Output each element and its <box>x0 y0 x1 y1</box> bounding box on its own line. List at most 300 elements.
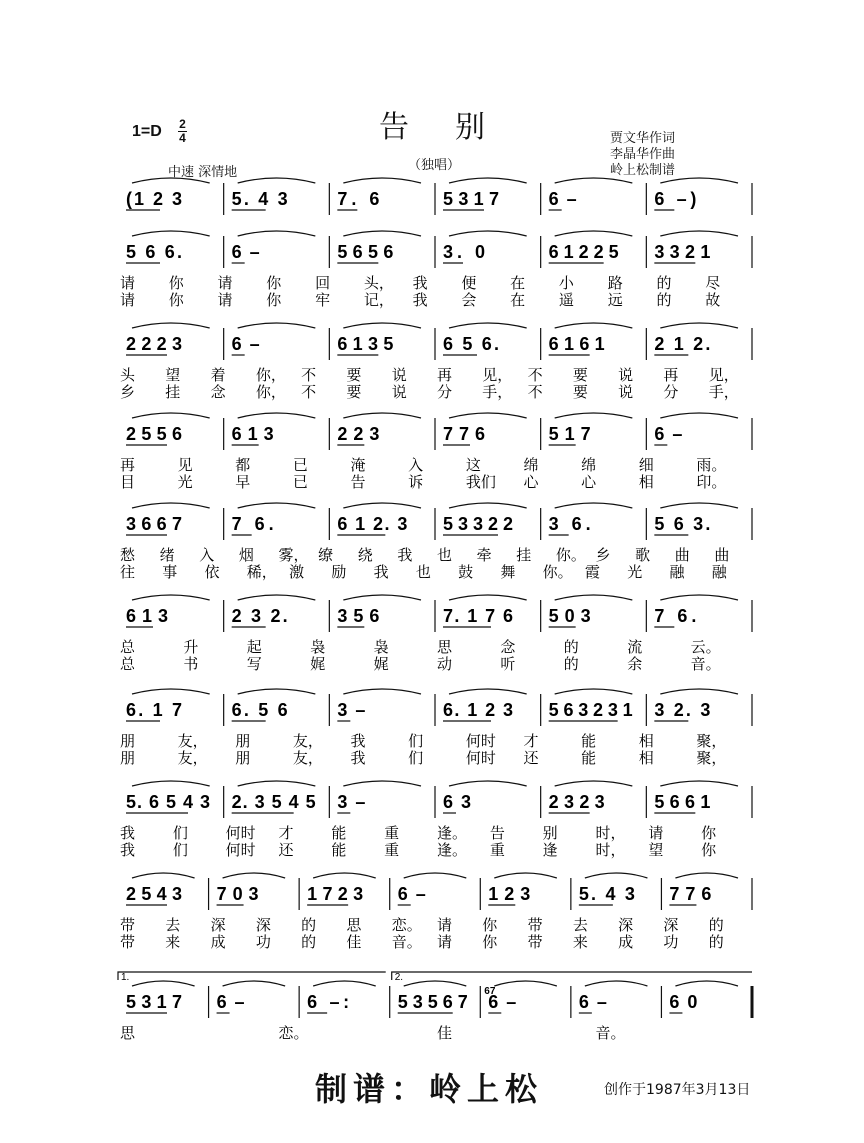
measure-notes: 2 5 5 6 <box>126 424 182 444</box>
measure-notes: 5 3 1 7 <box>126 992 182 1012</box>
lyric-verse-1: 云。 <box>690 638 721 656</box>
lyric-verse-1: 才 <box>278 824 294 842</box>
slur <box>449 595 527 600</box>
slur <box>660 413 738 418</box>
lyric-verse-1: 深 <box>663 916 679 934</box>
slur <box>660 781 738 786</box>
slur <box>132 231 210 236</box>
lyric-verse-2: 还 <box>278 841 294 859</box>
lyric-verse-2: 事 <box>162 563 178 581</box>
lyric-verse-2: 书 <box>183 655 199 673</box>
lyric-verse-2: 印。 <box>696 473 727 491</box>
lyric-verse-1: 们 <box>172 824 188 842</box>
measure-notes: 6 – <box>231 334 260 354</box>
lyric-verse-2: 的 <box>301 933 317 951</box>
measure-notes: 5 6 3. <box>654 514 711 534</box>
lyric-verse-1: 深 <box>210 916 226 934</box>
measure-notes: 3 6 6 7 <box>126 514 182 534</box>
lyric-verse-2: 友， <box>177 749 208 767</box>
measure-notes: 5 3 3 2 2 <box>443 514 513 534</box>
lyric-verse-1: 在 <box>510 274 526 292</box>
measure-notes: 3 – <box>337 792 366 812</box>
lyric-verse-2: 的 <box>708 933 724 951</box>
lyric-verse-1: 说 <box>618 366 634 384</box>
lyric-verse-1: 去 <box>572 916 588 934</box>
measure-notes: 6 1 6 1 <box>548 334 605 354</box>
song-title: 告别 <box>379 110 531 145</box>
measure-notes: 6 1 2 2 5 <box>548 242 619 262</box>
lyric-verse-1: 乡 <box>595 546 611 564</box>
measure-notes: 5. 6 5 4 3 <box>126 792 210 812</box>
lyric-verse-1: 的 <box>656 274 672 292</box>
lyric-verse-1: 你 <box>168 274 184 292</box>
slur <box>132 873 195 878</box>
slur <box>660 595 738 600</box>
lyric-verse-1: 能 <box>331 824 347 842</box>
slur <box>555 781 633 786</box>
lyric-verse-2: 重 <box>384 841 400 859</box>
slur <box>494 981 557 986</box>
volta-bracket <box>118 972 386 980</box>
slur <box>660 503 738 508</box>
lyric-verse-2: 时， <box>595 841 626 859</box>
lyric-verse-1: 小 <box>558 274 574 292</box>
lyric-verse-2: 不 <box>301 383 317 401</box>
measure-notes: 2 1 2. <box>654 334 711 354</box>
lyric-verse-1: 能 <box>581 732 597 750</box>
lyric-verse-1: 你。 <box>555 546 586 564</box>
lyric-verse-2: 会 <box>461 291 477 309</box>
lyric-verse-2: 们 <box>408 749 424 767</box>
lyric-verse-2: 不 <box>527 383 543 401</box>
lyric-verse-2: 成 <box>210 933 226 951</box>
measure-notes: 6 – <box>397 884 426 904</box>
lyric-verse-2: 聚， <box>696 749 727 767</box>
slur <box>449 503 527 508</box>
lyric-verse-1: 总 <box>120 638 136 656</box>
lyric-verse-2: 来 <box>572 933 588 951</box>
lyric-verse-1: 深 <box>618 916 634 934</box>
lyric-verse-1: 朋 <box>235 732 251 750</box>
slur <box>223 873 286 878</box>
lyric-verse-1: 朋 <box>120 732 136 750</box>
slur <box>660 231 738 236</box>
lyric-verse-1: 再 <box>437 366 453 384</box>
lyric-verse-2: 听 <box>500 655 516 673</box>
lyric-verse-1: 曲 <box>674 546 690 564</box>
lyric-verse-2: 融 <box>669 563 685 581</box>
lyric-verse-1: 告 <box>489 824 505 842</box>
slur <box>404 981 467 986</box>
lyric-verse-1: 见 <box>177 456 193 474</box>
lyric-verse-2: 你 <box>168 291 184 309</box>
measure-notes: 5 0 3 <box>548 606 591 626</box>
lyric-verse-1: 这 <box>465 456 481 474</box>
lyric-verse-2: 带 <box>527 933 543 951</box>
lyric-verse-1: 绵 <box>523 456 539 474</box>
lyric-verse-2: 故 <box>705 291 721 309</box>
measure-notes: 5. 4 3 <box>578 884 635 904</box>
lyric-verse-2: 我们 <box>465 473 496 491</box>
lyric-verse-1: 的 <box>301 916 317 934</box>
slur <box>313 981 376 986</box>
slur <box>343 323 421 328</box>
lyric-verse-1: 再 <box>663 366 679 384</box>
lyric-verse-1: 着 <box>210 366 226 384</box>
lyric-verse-2: 何时 <box>225 841 256 859</box>
slur <box>132 781 210 786</box>
lyric-verse-2: 能 <box>331 841 347 859</box>
lyric-verse-1: 你 <box>266 274 282 292</box>
lyric-verse-1: 深 <box>255 916 271 934</box>
lyric-verse-2: 还 <box>523 749 539 767</box>
lyric-verse-1: 路 <box>607 274 623 292</box>
measure-notes: 6 5 6. <box>443 334 499 354</box>
lyric-verse-1: 思 <box>437 638 453 656</box>
volta-number: 1. <box>121 972 130 983</box>
lyric-verse-2: 写 <box>246 655 262 673</box>
composition-date: 创作于1987年3月13日 <box>604 1082 751 1098</box>
lyric-verse-1: 的 <box>708 916 724 934</box>
slur <box>585 873 648 878</box>
lyric-verse-2: 动 <box>437 655 453 673</box>
lyric-verse-1: 佳 <box>437 1024 453 1042</box>
slur <box>343 781 421 786</box>
lyric-verse-1: 你 <box>701 824 717 842</box>
measure-notes: 3 6. <box>548 514 591 534</box>
lyric-verse-2: 请 <box>437 933 453 951</box>
lyric-verse-2: 请 <box>217 291 233 309</box>
lyric-verse-2: 望 <box>648 841 664 859</box>
measure-notes: 5. 4 3 <box>231 189 288 209</box>
lyric-verse-2: 余 <box>627 655 643 673</box>
lyric-verse-1: 不 <box>301 366 317 384</box>
measure-notes: 6 – <box>216 992 245 1012</box>
measure-notes: 3 3 2 1 <box>654 242 711 262</box>
lyric-verse-1: 我 <box>412 274 428 292</box>
slur <box>238 413 316 418</box>
measure-notes: 6 1 2. 3 <box>337 514 408 534</box>
lyric-verse-2: 带 <box>120 933 136 951</box>
tempo-marking: 中速 深情地 <box>168 165 238 180</box>
lyric-verse-2: 光 <box>627 563 643 581</box>
measure-notes: 2 3 2 3 <box>548 792 605 812</box>
measure-notes: 6 – <box>578 992 607 1012</box>
lyric-verse-2: 也 <box>415 563 431 581</box>
slur <box>449 781 527 786</box>
lyric-verse-2: 相 <box>638 473 654 491</box>
lyric-verse-1: 袅 <box>373 638 389 656</box>
measure-notes: 5 6 5 6 <box>337 242 394 262</box>
signature: 制谱：岭上松 <box>315 1070 544 1108</box>
lyric-verse-1: 们 <box>408 732 424 750</box>
lyric-verse-1: 恋。 <box>391 916 422 934</box>
lyric-verse-2: 分 <box>437 383 453 401</box>
measure-notes: 1 7 2 3 <box>307 884 364 904</box>
slur <box>404 873 467 878</box>
measure-notes: (1 2 3 <box>126 189 182 209</box>
lyric-verse-2: 心 <box>581 473 597 491</box>
slur <box>343 595 421 600</box>
lyric-verse-1: 时， <box>595 824 626 842</box>
slur <box>449 413 527 418</box>
slur <box>449 231 527 236</box>
lyric-verse-1: 都 <box>235 456 251 474</box>
lyric-verse-1: 牵 <box>476 546 492 564</box>
lyric-verse-2: 逢 <box>542 841 558 859</box>
lyric-verse-1: 去 <box>165 916 181 934</box>
lyric-verse-1: 念 <box>500 638 516 656</box>
slur <box>132 595 210 600</box>
lyric-verse-1: 便 <box>461 274 477 292</box>
lyric-verse-1: 淹 <box>350 456 366 474</box>
lyric-verse-2: 成 <box>618 933 634 951</box>
lyric-verse-2: 你， <box>255 383 286 401</box>
lyric-verse-1: 挂 <box>516 546 532 564</box>
lyric-verse-2: 远 <box>607 291 623 309</box>
slur <box>238 178 316 183</box>
lyric-verse-1: 你， <box>255 366 286 384</box>
slur <box>343 689 421 694</box>
measure-notes: 6 –: <box>307 992 350 1012</box>
slur <box>555 178 633 183</box>
lyric-verse-2: 说 <box>618 383 634 401</box>
lyric-verse-1: 也 <box>437 546 453 564</box>
lyric-verse-2: 我 <box>350 749 366 767</box>
measure-notes: 6 0 <box>669 992 698 1012</box>
lyric-verse-2: 心 <box>523 473 539 491</box>
lyric-verse-1: 你 <box>482 916 498 934</box>
slur <box>660 323 738 328</box>
lyric-verse-1: 逢。 <box>437 824 468 842</box>
lyric-verse-1: 流 <box>627 638 643 656</box>
lyric-verse-2: 你 <box>266 291 282 309</box>
measure-notes: 3. 0 <box>443 242 485 262</box>
measure-notes: 5 6 6. <box>126 242 182 262</box>
lyric-verse-1: 友， <box>177 732 208 750</box>
slur <box>238 503 316 508</box>
measure-notes: 6. 1 2 3 <box>443 700 513 720</box>
measure-notes: 5 3 5 6 7 <box>397 992 468 1012</box>
slur <box>555 413 633 418</box>
lyric-verse-2: 总 <box>120 655 136 673</box>
lyric-verse-1: 聚， <box>696 732 727 750</box>
measure-notes: 7 7 6 <box>669 884 712 904</box>
slur <box>238 231 316 236</box>
lyric-verse-2: 我 <box>412 291 428 309</box>
lyric-verse-1: 请 <box>217 274 233 292</box>
lyric-verse-1: 见， <box>708 366 739 384</box>
slur <box>132 503 210 508</box>
slur <box>555 689 633 694</box>
lyric-verse-1: 请 <box>648 824 664 842</box>
slur <box>555 595 633 600</box>
lyric-verse-1: 见， <box>482 366 513 384</box>
lyric-verse-1: 相 <box>638 732 654 750</box>
lyric-verse-2: 舞 <box>500 563 516 581</box>
lyric-verse-2: 依 <box>204 563 220 581</box>
measure-notes: 2 2 2 3 <box>126 334 182 354</box>
lyric-verse-1: 回 <box>315 274 331 292</box>
lyric-verse-1: 我 <box>350 732 366 750</box>
slur <box>223 981 286 986</box>
lyric-verse-1: 带 <box>527 916 543 934</box>
lyric-verse-1: 何时 <box>225 824 256 842</box>
slur <box>132 323 210 328</box>
lyric-verse-2: 音。 <box>690 655 721 673</box>
lyric-verse-2: 逢。 <box>437 841 468 859</box>
slur <box>343 503 421 508</box>
lyric-verse-2: 霞 <box>584 563 600 581</box>
measure-notes: 5 3 1 7 <box>443 189 499 209</box>
lyric-verse-2: 你。 <box>542 563 573 581</box>
measure-notes: 5 6 6 1 <box>654 792 711 812</box>
lyric-verse-1: 我 <box>120 824 136 842</box>
lyric-verse-1: 升 <box>183 638 199 656</box>
lyric-verse-1: 头 <box>120 366 136 384</box>
lyric-verse-2: 乡 <box>120 383 136 401</box>
lyric-verse-2: 娓 <box>310 655 326 673</box>
lyric-verse-2: 鼓 <box>458 563 474 581</box>
lyric-verse-2: 手， <box>482 383 513 401</box>
lyric-verse-2: 功 <box>255 933 271 951</box>
lyric-verse-2: 友， <box>292 749 323 767</box>
lyric-verse-1: 的 <box>563 638 579 656</box>
slur <box>343 231 421 236</box>
lyric-verse-2: 朋 <box>235 749 251 767</box>
slur <box>449 323 527 328</box>
lyric-verse-1: 绪 <box>159 546 175 564</box>
lyric-verse-2: 你 <box>482 933 498 951</box>
measure-notes: 7 6. <box>231 514 274 534</box>
lyric-verse-2: 遥 <box>558 291 574 309</box>
slur <box>238 595 316 600</box>
measure-notes: 6. 5 6 <box>231 700 288 720</box>
lyric-verse-2: 要 <box>572 383 588 401</box>
measure-notes: 6. 1 7 <box>126 700 182 720</box>
lyric-verse-1: 袅 <box>310 638 326 656</box>
lyric-verse-2: 挂 <box>165 383 181 401</box>
measure-notes: 6 –) <box>654 189 697 209</box>
lyric-verse-1: 说 <box>391 366 407 384</box>
slur <box>313 873 376 878</box>
lyric-verse-1: 要 <box>346 366 362 384</box>
lyric-verse-1: 歌 <box>635 546 651 564</box>
measure-notes: 7 6. <box>654 606 697 626</box>
lyric-verse-1: 雨。 <box>696 456 727 474</box>
performance-type: （独唱） <box>408 158 461 173</box>
composer-credit: 李晶华作曲 <box>610 147 676 162</box>
slur <box>132 413 210 418</box>
lyric-verse-1: 望 <box>165 366 181 384</box>
lyric-verse-1: 别 <box>542 824 558 842</box>
slur <box>238 689 316 694</box>
measure-notes: 7. 1 7 6 <box>443 606 513 626</box>
measure-notes: 2 3 2. <box>231 606 288 626</box>
lyric-verse-2: 来 <box>165 933 181 951</box>
grace-notes: 67 <box>484 986 496 997</box>
lyric-verse-2: 娓 <box>373 655 389 673</box>
measure-notes: 2 5 4 3 <box>126 884 182 904</box>
lyric-verse-2: 说 <box>391 383 407 401</box>
slur <box>675 981 738 986</box>
lyric-verse-2: 功 <box>663 933 679 951</box>
slur <box>343 178 421 183</box>
key-signature: 1=D <box>132 123 162 140</box>
lyric-verse-1: 带 <box>120 916 136 934</box>
lyric-verse-2: 诉 <box>408 473 424 491</box>
lyric-verse-1: 尽 <box>705 274 721 292</box>
lyric-verse-2: 在 <box>510 291 526 309</box>
lyric-verse-2: 早 <box>235 473 251 491</box>
measure-notes: 6 – <box>654 424 683 444</box>
lyric-verse-1: 烟 <box>238 546 254 564</box>
lyric-verse-1: 友， <box>292 732 323 750</box>
lyric-verse-2: 朋 <box>120 749 136 767</box>
lyric-verse-1: 思 <box>120 1024 136 1042</box>
lyric-verse-1: 才 <box>523 732 539 750</box>
lyric-verse-1: 曲 <box>714 546 730 564</box>
lyric-verse-1: 何时 <box>465 732 496 750</box>
lyric-verse-2: 的 <box>656 291 672 309</box>
lyric-verse-1: 请 <box>120 274 136 292</box>
measure-notes: 3 5 6 <box>337 606 380 626</box>
slur <box>555 503 633 508</box>
measure-notes: 6 3 <box>443 792 471 812</box>
lyric-verse-2: 分 <box>663 383 679 401</box>
lyric-verse-1: 不 <box>527 366 543 384</box>
measure-notes: 3 – <box>337 700 366 720</box>
measure-notes: 6 – <box>231 242 260 262</box>
lyric-verse-1: 起 <box>246 638 262 656</box>
lyric-verse-2: 我 <box>373 563 389 581</box>
lyric-verse-2: 记， <box>363 291 394 309</box>
lyric-verse-2: 我 <box>120 841 136 859</box>
lyric-verse-1: 已 <box>292 456 308 474</box>
lyric-verse-1: 入 <box>408 456 424 474</box>
measure-notes: 6 – <box>488 992 517 1012</box>
slur <box>555 231 633 236</box>
slur <box>132 689 210 694</box>
slur <box>238 781 316 786</box>
measure-notes: 7 0 3 <box>216 884 259 904</box>
measure-notes: 6 – <box>548 189 577 209</box>
slur <box>660 178 738 183</box>
lyric-verse-1: 重 <box>384 824 400 842</box>
slur <box>449 689 527 694</box>
measure-notes: 6 1 3 <box>126 606 168 626</box>
time-bottom: 4 <box>179 131 186 145</box>
measure-notes: 6 1 3 5 <box>337 334 394 354</box>
lyric-verse-2: 已 <box>292 473 308 491</box>
lyric-verse-1: 缭 <box>318 546 334 564</box>
lyric-verse-2: 手， <box>708 383 739 401</box>
lyric-verse-1: 细 <box>638 456 654 474</box>
lyric-verse-1: 绵 <box>581 456 597 474</box>
measure-notes: 2. 3 5 4 5 <box>231 792 316 812</box>
lyric-verse-2: 佳 <box>346 933 362 951</box>
volta-bracket <box>392 972 752 980</box>
lyric-verse-1: 头， <box>363 274 394 292</box>
lyric-verse-1: 绕 <box>357 546 373 564</box>
lyric-verse-2: 励 <box>331 563 347 581</box>
measure-notes: 5 1 7 <box>548 424 591 444</box>
notation-credit: 岭上松制谱 <box>610 163 676 178</box>
measure-notes: 5 6 3 2 3 1 <box>548 700 633 720</box>
lyric-verse-2: 稀， <box>246 563 277 581</box>
lyric-verse-2: 何时 <box>465 749 496 767</box>
lyric-verse-2: 能 <box>581 749 597 767</box>
